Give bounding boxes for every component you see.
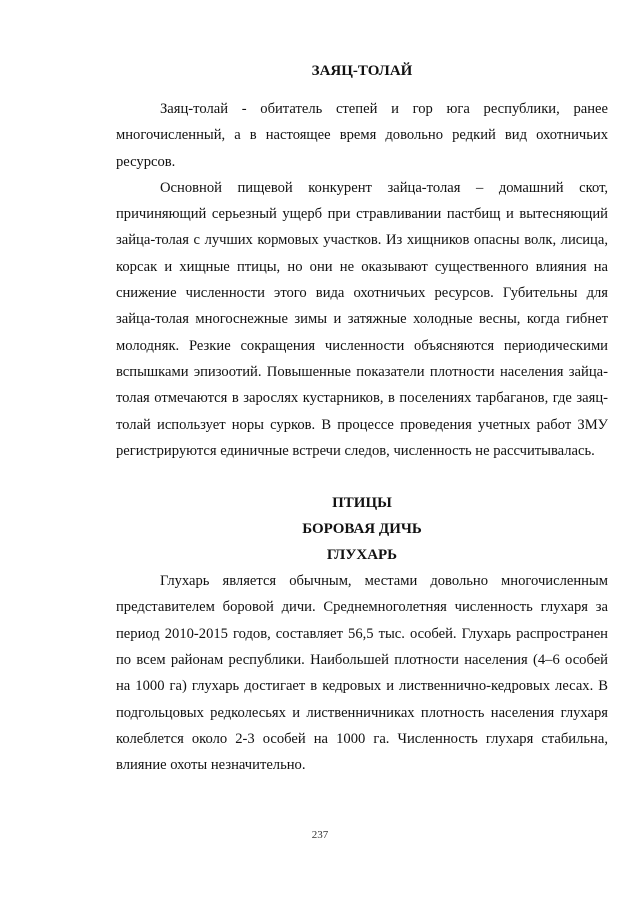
paragraph-capercaillie: Глухарь является обычным, местами довольно многочисленным представителем боровой дичи. Среднемноголетняя численность глухаря за период 2010-2015 годов, составляет 56,5 тыс. особей. Глухарь распространен по всем районам республики. Наибольшей плотности населения (4–6 особей на 1000 га) глухарь достигает в кедровых и лиственнично-кедровых лесах. В подгольцовых редколесьях и лиственничниках плотность населения глухаря колеблется около 2-3 особей на 1000 га. Численность глухаря стабильна, влияние охоты незначительно.: [116, 573, 608, 774]
section-subtitle-forest-game: БОРОВАЯ ДИЧЬ: [302, 521, 422, 538]
page-number: 237: [311, 829, 329, 841]
section-title-zayats-tolai: ЗАЯЦ-ТОЛАЙ: [311, 63, 413, 79]
section-title-birds: ПТИЦЫ: [332, 495, 392, 512]
spacer: [116, 84, 608, 96]
species-title-capercaillie: ГЛУХАРЬ: [326, 547, 398, 564]
paragraph-competitors: Основной пищевой конкурент зайца-толая – домашний скот, причиняющий серьезный ущерб при стравливании пастбищ и вытесняющий зайца-толая с лучших кормовых участков. Из хищников опасны волк, лисица, корсак и хищные птицы, но они не оказывают существенного влияния на снижение численности этого вида охотничьих ресурсов. Губительны для зайца-толая многоснежные зимы и затяжные холодные весны, когда гибнет молодняк. Резкие сокращения численности объясняются периодическими вспышками эпизоотий. Повышенные показатели плотности населения зайца-толая отмечаются в зарослях кустарников, в поселениях тарбаганов, где заяц-толай использует норы сурков. В процессе проведения учетных работ ЗМУ регистрируются единичные встречи следов, численность не рассчитывалась.: [116, 179, 608, 459]
spacer: [116, 464, 608, 490]
paragraph-habitat: Заяц-толай - обитатель степей и гор юга республики, ранее многочисленный, а в настоящее время довольно редкий вид охотничьих ресурсов.: [116, 101, 608, 170]
document-page: [116, 58, 608, 779]
